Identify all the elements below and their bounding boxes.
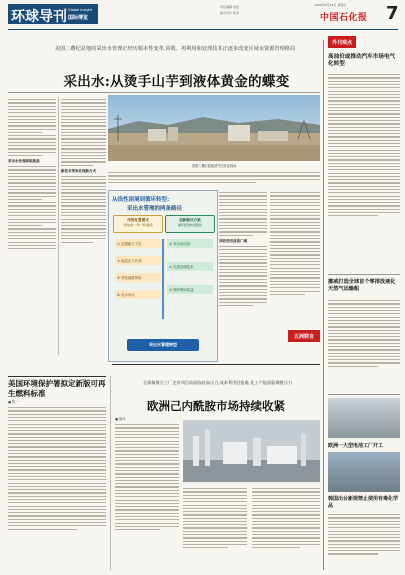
masthead xyxy=(0,0,405,30)
sidebar-text-3 xyxy=(328,512,400,570)
infographic xyxy=(108,190,218,362)
right-steps xyxy=(167,237,213,296)
sidebar-headline-4: 韩国出台新规禁止使用有毒化学品 xyxy=(328,496,399,509)
section-title: 环球导刊 xyxy=(11,9,67,25)
left-step: ① 处置能力不足 xyxy=(115,239,161,248)
bottom-deck: 全球氟聚合工厂企业项目前面临较高压力,成本利用回报难,化工产能面临调整压力 xyxy=(142,380,293,385)
lead-deck: 美国二叠纪盆地的采出水管理正经历根本性变革,回收、再利用和处理技术正逐步改变区域水资源管理格局 xyxy=(54,46,296,52)
lead-headline: 采出水:从烫手山芋到液体黄金的蝶变 xyxy=(63,74,290,90)
sidebar-divider xyxy=(323,40,324,570)
refinery-photo-graphic xyxy=(183,420,320,482)
right-step: ② 先进处理技术 xyxy=(167,262,213,271)
bottom-story-rule xyxy=(112,364,320,365)
left-story-headline: 美国环境保护署拟定新版可再生燃料标准 xyxy=(8,379,106,398)
sidebar-tag xyxy=(328,36,356,48)
sidebar-rule-1 xyxy=(328,274,400,275)
right-path-box xyxy=(165,215,215,233)
masthead-info-1: 责任编辑 电话 xyxy=(220,5,239,9)
page-number: 7 xyxy=(386,3,399,24)
sidebar-headline-1: 高油价或推动汽车市场电气化转型 xyxy=(328,54,396,67)
right-step: ③ 循环利用收益 xyxy=(167,285,213,294)
right-path-title: 创新解决方案 xyxy=(179,218,201,222)
left-step: ④ 淡水争议 xyxy=(115,290,161,299)
bottom-col-3 xyxy=(252,486,320,570)
left-story-byline: ■ 陈一 xyxy=(8,400,19,404)
sidebar-tag-2: 五洲联言 xyxy=(293,334,314,340)
sidebar-text-1 xyxy=(328,72,400,272)
left-story-rule xyxy=(8,376,106,377)
oilfield-photo xyxy=(108,95,320,161)
bottom-col-1 xyxy=(115,422,179,570)
infographic-title-2: 采出水管理的两条路径 xyxy=(127,206,183,212)
bottom-col-2 xyxy=(183,486,247,570)
subhead-1: 采出水处理面临挑战 xyxy=(8,159,40,164)
sidebar-tag-2-box xyxy=(288,330,320,342)
bottom-byline: ■ 编译 xyxy=(115,417,126,421)
sidebar-headline-3: 欧洲一大型电池工厂开工 xyxy=(328,443,384,449)
right-step: ① 采出水回用 xyxy=(167,239,213,248)
left-steps xyxy=(115,237,161,301)
flow-arrow xyxy=(162,239,164,319)
left-path-title: 传统处置模式 xyxy=(127,218,149,222)
lead-col-2 xyxy=(61,97,106,355)
bottom-headline: 欧洲己内酰胺市场持续收紧 xyxy=(147,399,285,413)
left-story-text xyxy=(8,405,106,570)
infographic-footer-box xyxy=(127,339,199,351)
oilfield-photo-graphic xyxy=(108,95,320,161)
masthead-rule xyxy=(8,29,398,30)
sidebar-text-2 xyxy=(328,298,400,390)
lead-col-3 xyxy=(219,190,267,356)
subhead-2: 新技术带来处理新方式 xyxy=(61,168,96,173)
masthead-info-2: 版式设计 校对 xyxy=(220,11,239,15)
masthead-date: 2024年4月26日 星期五 xyxy=(314,3,347,7)
right-path-sub: 循环经济转型路径 xyxy=(177,223,202,227)
battery-photo xyxy=(328,398,400,438)
col-divider-bottom xyxy=(110,376,111,570)
left-step: ③ 诱发地震风险 xyxy=(115,273,161,282)
col-divider-1 xyxy=(58,97,59,355)
lead-col-1 xyxy=(8,97,56,355)
left-path-sub: 线性(取一用一弃)路线 xyxy=(123,223,153,227)
sidebar-tag-label: 外刊观点 xyxy=(331,40,352,46)
photo-caption: 美国二叠纪盆地油气田作业现场 xyxy=(191,164,237,168)
paper-name: 中国石化报 xyxy=(320,13,368,23)
left-path-box xyxy=(113,215,163,233)
sidebar-headline-2: 挪威打造全球首个零排放液化天然气运输船 xyxy=(328,279,396,292)
section-sub: 国际博览 xyxy=(68,15,89,21)
subhead-3: 回收利用前景广阔 xyxy=(219,238,247,243)
trucks-photo xyxy=(328,452,400,492)
refinery-photo xyxy=(183,420,320,482)
photo-side-text xyxy=(108,170,320,188)
infographic-title-1: 从线性困境到循环转型: xyxy=(112,197,170,203)
sidebar-rule-2 xyxy=(328,394,400,395)
left-step: ② 地层压力升高 xyxy=(115,256,161,265)
lead-rule xyxy=(8,92,320,93)
infographic-footer: 采出水管理转型 xyxy=(149,342,177,347)
section-title-en: Global Insight xyxy=(68,8,93,12)
